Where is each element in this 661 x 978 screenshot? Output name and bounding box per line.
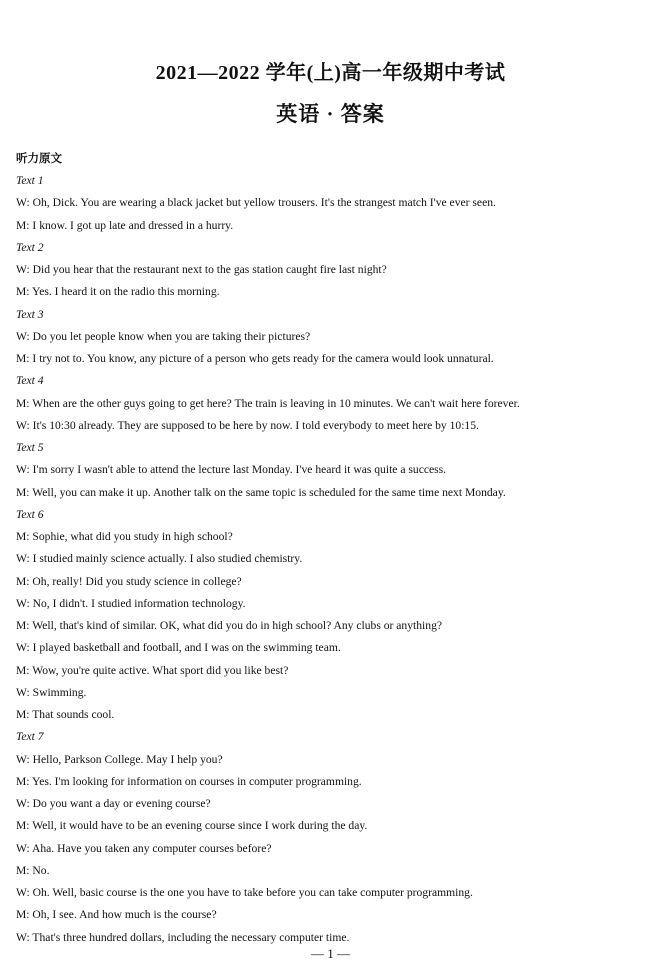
dialog-line: W: It's 10:30 already. They are supposed to be here by now. I told everybody to meet here by 10:15. xyxy=(16,418,479,432)
dialog-line: M: I know. I got up late and dressed in a hurry. xyxy=(16,218,234,232)
document-subtitle: 英语 · 答案 xyxy=(276,102,385,126)
text-heading: Text 4 xyxy=(16,374,44,388)
document-title: 2021—2022 学年(上)高一年级期中考试 xyxy=(155,62,506,84)
dialog-line: W: Oh, Dick. You are wearing a black jacket but yellow trousers. It's the strangest match I've ever seen. xyxy=(16,196,496,210)
dialog-line: W: No, I didn't. I studied information technology. xyxy=(16,596,246,610)
text-heading: Text 3 xyxy=(16,307,44,321)
text-heading: Text 5 xyxy=(16,441,44,454)
dialog-line: W: I studied mainly science actually. I also studied chemistry. xyxy=(16,552,303,566)
dialog-line: W: Hello, Parkson College. May I help you? xyxy=(16,752,223,766)
dialog-line: M: Yes. I'm looking for information on courses in computer programming. xyxy=(16,774,362,788)
text-heading: Text 7 xyxy=(16,730,44,744)
dialog-line: M: No. xyxy=(16,863,50,877)
dialog-line: W: Aha. Have you taken any computer courses before? xyxy=(16,841,272,855)
dialog-line: W: Did you hear that the restaurant next to the gas station caught fire last night? xyxy=(16,263,387,276)
dialog-line: W: Swimming. xyxy=(16,685,87,699)
text-heading: Text 2 xyxy=(16,240,44,254)
dialog-line: M: Yes. I heard it on the radio this morning. xyxy=(16,285,220,299)
dialog-line: W: That's three hundred dollars, including the necessary computer time. xyxy=(16,930,350,944)
dialog-line: M: I try not to. You know, any picture of a person who gets ready for the camera would look unnatural. xyxy=(16,352,494,365)
dialog-line: M: Oh, I see. And how much is the course? xyxy=(16,908,217,922)
transcript-lines xyxy=(16,170,641,949)
dialog-line: W: I played basketball and football, and I was on the swimming team. xyxy=(16,641,341,655)
dialog-line: W: Do you let people know when you are taking their pictures? xyxy=(16,329,311,343)
dialog-line: M: When are the other guys going to get here? The train is leaving in 10 minutes. We can't wait here forever. xyxy=(16,396,520,410)
dialog-line: W: Do you want a day or evening course? xyxy=(16,797,211,810)
text-heading: Text 6 xyxy=(16,507,44,521)
dialog-line: W: I'm sorry I wasn't able to attend the lecture last Monday. I've heard it was quite a success. xyxy=(16,463,447,477)
dialog-line: M: Oh, really! Did you study science in college? xyxy=(16,574,242,588)
dialog-line: M: Well, you can make it up. Another talk on the same topic is scheduled for the same time next Monday. xyxy=(16,485,506,499)
section-label: 听力原文 xyxy=(16,151,62,165)
dialog-line: M: Well, it would have to be an evening course since I work during the day. xyxy=(16,819,368,833)
text-heading: Text 1 xyxy=(16,174,44,187)
dialog-line: M: Wow, you're quite active. What sport did you like best? xyxy=(16,663,289,677)
dialog-line: M: Sophie, what did you study in high school? xyxy=(16,530,233,543)
page-number: — 1 — xyxy=(311,946,350,961)
dialog-line: W: Oh. Well, basic course is the one you have to take before you can take computer programming. xyxy=(16,886,473,899)
dialog-line: M: Well, that's kind of similar. OK, what did you do in high school? Any clubs or anything? xyxy=(16,619,443,632)
dialog-line: M: That sounds cool. xyxy=(16,708,115,721)
